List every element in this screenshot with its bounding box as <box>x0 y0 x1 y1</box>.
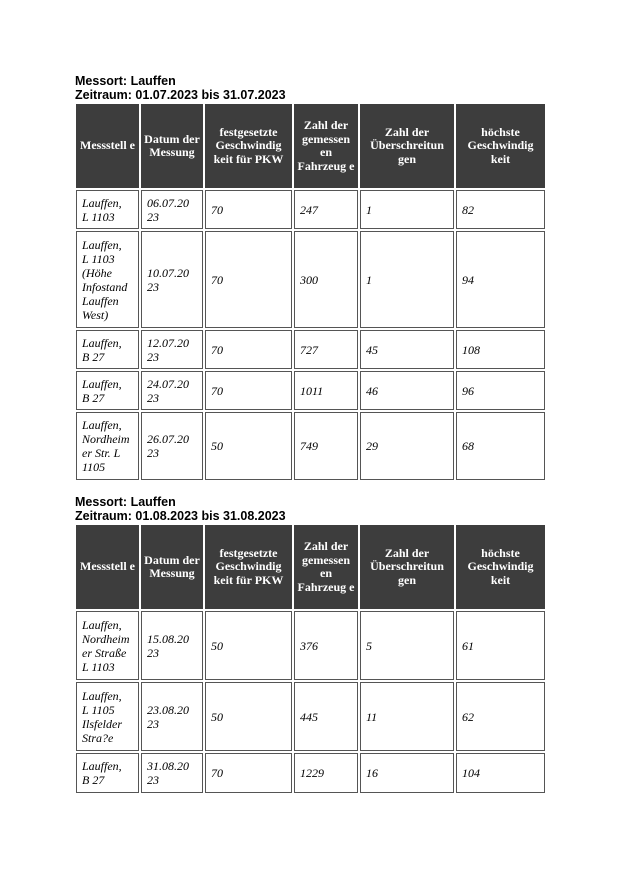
cell-ueberschreitungen: 11 <box>360 682 454 751</box>
cell-fahrzeuge: 1229 <box>294 753 358 793</box>
cell-hoechste: 104 <box>456 753 545 793</box>
messort-title-2: Messort: Lauffen <box>75 495 176 509</box>
cell-hoechste: 62 <box>456 682 545 751</box>
table-row <box>76 190 545 229</box>
cell-messstelle: Lauffen, L 1103 <box>76 190 139 229</box>
cell-fahrzeuge: 445 <box>294 682 358 751</box>
zeitraum-title-2: Zeitraum: 01.08.2023 bis 31.08.2023 <box>75 509 286 523</box>
table-row <box>76 682 545 751</box>
cell-hoechste: 82 <box>456 190 545 229</box>
table-row <box>76 231 545 328</box>
header-ueberschreitungen: Zahl der Überschreitun gen <box>360 104 454 188</box>
table-header-row <box>76 525 545 609</box>
cell-datum: 06.07.20 23 <box>141 190 203 229</box>
measurement-table-july <box>74 102 547 482</box>
header-hoechste-geschwindigkeit: höchste Geschwindig keit <box>456 525 545 609</box>
cell-fahrzeuge: 727 <box>294 330 358 369</box>
cell-ueberschreitungen: 5 <box>360 611 454 680</box>
cell-datum: 23.08.20 23 <box>141 682 203 751</box>
header-datum: Datum der Messung <box>141 104 203 188</box>
header-fahrzeuge: Zahl der gemessen en Fahrzeug e <box>294 104 358 188</box>
cell-datum: 12.07.20 23 <box>141 330 203 369</box>
zeitraum-title-1: Zeitraum: 01.07.2023 bis 31.07.2023 <box>75 88 286 102</box>
cell-limit: 70 <box>205 371 292 410</box>
cell-messstelle: Lauffen, B 27 <box>76 330 139 369</box>
cell-hoechste: 108 <box>456 330 545 369</box>
cell-fahrzeuge: 247 <box>294 190 358 229</box>
header-geschwindigkeit: festgesetzte Geschwindig keit für PKW <box>205 104 292 188</box>
table-row <box>76 330 545 369</box>
cell-ueberschreitungen: 29 <box>360 412 454 480</box>
cell-ueberschreitungen: 45 <box>360 330 454 369</box>
cell-hoechste: 96 <box>456 371 545 410</box>
table-row <box>76 753 545 793</box>
cell-datum: 31.08.20 23 <box>141 753 203 793</box>
table-row <box>76 412 545 480</box>
cell-limit: 50 <box>205 412 292 480</box>
cell-ueberschreitungen: 16 <box>360 753 454 793</box>
cell-fahrzeuge: 1011 <box>294 371 358 410</box>
cell-limit: 70 <box>205 330 292 369</box>
header-ueberschreitungen: Zahl der Überschreitun gen <box>360 525 454 609</box>
messort-title-1: Messort: Lauffen <box>75 74 176 88</box>
cell-fahrzeuge: 376 <box>294 611 358 680</box>
cell-limit: 70 <box>205 231 292 328</box>
cell-limit: 70 <box>205 753 292 793</box>
cell-messstelle: Lauffen, B 27 <box>76 753 139 793</box>
table-header-row <box>76 104 545 188</box>
cell-hoechste: 61 <box>456 611 545 680</box>
cell-messstelle: Lauffen, B 27 <box>76 371 139 410</box>
cell-hoechste: 94 <box>456 231 545 328</box>
cell-ueberschreitungen: 1 <box>360 190 454 229</box>
cell-limit: 50 <box>205 611 292 680</box>
cell-messstelle: Lauffen, Nordheim er Str. L 1105 <box>76 412 139 480</box>
cell-datum: 26.07.20 23 <box>141 412 203 480</box>
measurement-table-august <box>74 523 547 795</box>
cell-fahrzeuge: 300 <box>294 231 358 328</box>
cell-datum: 15.08.20 23 <box>141 611 203 680</box>
table-row <box>76 611 545 680</box>
header-messstelle: Messstell e <box>76 104 139 188</box>
cell-ueberschreitungen: 46 <box>360 371 454 410</box>
cell-limit: 50 <box>205 682 292 751</box>
cell-datum: 10.07.20 23 <box>141 231 203 328</box>
cell-messstelle: Lauffen, L 1105 Ilsfelder Stra?e <box>76 682 139 751</box>
cell-fahrzeuge: 749 <box>294 412 358 480</box>
header-messstelle: Messstell e <box>76 525 139 609</box>
table-row <box>76 371 545 410</box>
cell-ueberschreitungen: 1 <box>360 231 454 328</box>
header-fahrzeuge: Zahl der gemessen en Fahrzeug e <box>294 525 358 609</box>
cell-messstelle: Lauffen, Nordheim er Straße L 1103 <box>76 611 139 680</box>
header-hoechste-geschwindigkeit: höchste Geschwindig keit <box>456 104 545 188</box>
header-geschwindigkeit: festgesetzte Geschwindig keit für PKW <box>205 525 292 609</box>
cell-limit: 70 <box>205 190 292 229</box>
cell-datum: 24.07.20 23 <box>141 371 203 410</box>
cell-messstelle: Lauffen, L 1103 (Höhe Infostand Lauffen West) <box>76 231 139 328</box>
header-datum: Datum der Messung <box>141 525 203 609</box>
cell-hoechste: 68 <box>456 412 545 480</box>
